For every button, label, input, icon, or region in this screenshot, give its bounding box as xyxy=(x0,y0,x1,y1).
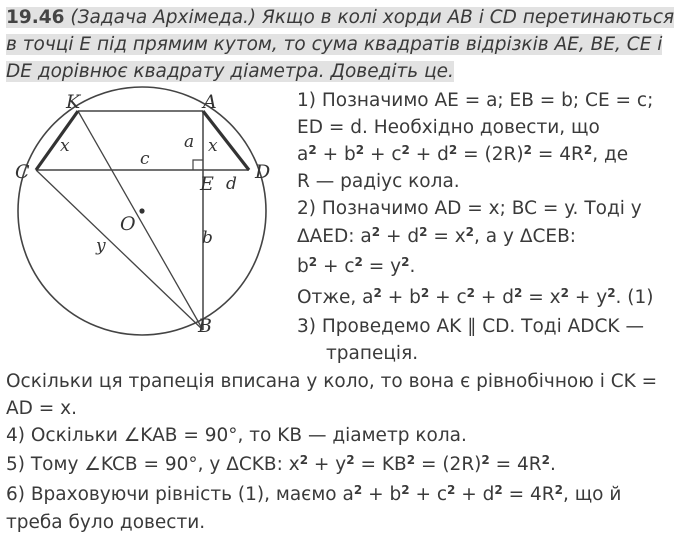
step2-line3: $b^2 + c^2 = y^2$. xyxy=(297,255,416,277)
label-x-ck: x xyxy=(60,136,70,156)
step4: 4) Оскільки ∠KAB = 90°, то KB — діаметр кола. xyxy=(6,425,467,446)
step5: 5) Тому ∠KCB = 90°, у ΔCKB: $x^2 + y^2 = KB^2 = (2R)^2 = 4R^2$. xyxy=(6,453,556,475)
problem-text-3: DE дорівнює квадрату діаметра. Доведіть це. xyxy=(6,61,454,82)
label-c: c xyxy=(140,149,150,169)
step3-line2: трапеція. xyxy=(326,343,419,364)
step6-line2: треба було довести. xyxy=(6,512,206,533)
step2-line4: Отже, $a^2 + b^2 + c^2 + d^2 = x^2 + y^2$. (1) xyxy=(297,286,654,308)
label-a: a xyxy=(184,132,195,152)
step1-line3: $a^2 + b^2 + c^2 + d^2 = (2R)^2 = 4R^2$, де xyxy=(297,143,629,165)
paragraph-line1: Оскільки ця трапеція вписана у коло, то вона є рівнобічною і CK = xyxy=(6,371,658,392)
label-E: E xyxy=(200,173,214,195)
step6-line1: 6) Враховуючи рівність (1), маємо $a^2 + b^2 + c^2 + d^2 = 4R^2$, що й xyxy=(6,483,622,505)
label-y: y xyxy=(96,236,106,256)
label-d: d xyxy=(226,174,237,194)
label-O: O xyxy=(120,213,136,235)
label-D: D xyxy=(255,161,271,183)
paragraph-line2: AD = x. xyxy=(6,398,77,419)
step2-line2: ΔAED: $a^2 + d^2 = x^2$, а у ΔCEB: xyxy=(297,225,577,247)
problem-text-1: (Задача Архімеда.) Якщо в колі хорди AB і CD перетинаються xyxy=(64,7,675,28)
step1-line1: 1) Позначимо AE = a; EB = b; CE = c; xyxy=(297,90,654,111)
problem-text-2: в точці E під прямим кутом, то сума квадратів відрізків AE, BE, CE і xyxy=(6,34,663,55)
segment-cb xyxy=(36,170,203,330)
label-B: B xyxy=(198,315,212,337)
label-K: K xyxy=(66,91,81,113)
step1-line4: R — радіус кола. xyxy=(297,171,460,192)
step1-line2: ED = d. Необхідно довести, що xyxy=(297,117,600,138)
center-point xyxy=(139,208,144,213)
label-b: b xyxy=(202,228,213,248)
label-C: C xyxy=(15,161,30,183)
step2-line1: 2) Позначимо AD = x; BC = y. Тоді у xyxy=(297,198,642,219)
problem-number: 19.46 xyxy=(6,7,65,28)
label-x-ad: x xyxy=(208,136,218,156)
right-angle-mark xyxy=(193,160,203,170)
step3-line1: 3) Проведемо AK ∥ CD. Тоді ADCK — xyxy=(297,316,644,337)
label-A: A xyxy=(203,91,217,113)
